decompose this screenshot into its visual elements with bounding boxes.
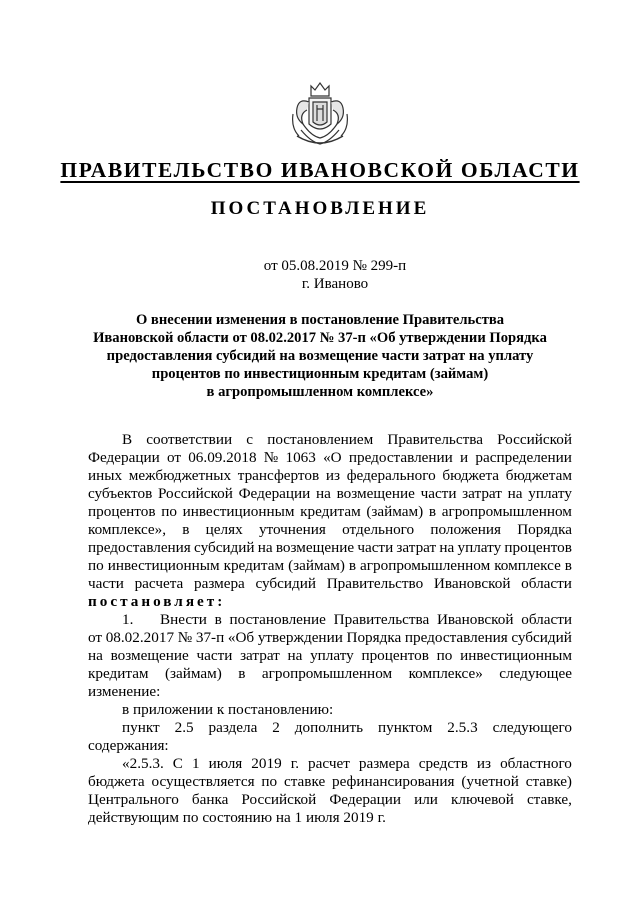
word: субсидий	[194, 539, 255, 556]
word: г.	[290, 755, 300, 772]
word: возмещение	[336, 485, 415, 502]
word: следующего	[492, 719, 572, 736]
body-line	[88, 665, 572, 683]
word: Правительство	[326, 575, 424, 592]
word: положения	[430, 521, 501, 538]
word: комплексе»,	[88, 521, 167, 538]
word: затрат	[462, 485, 502, 502]
word: в	[214, 611, 222, 628]
word: С	[172, 755, 183, 772]
word: распределении	[475, 449, 572, 466]
resolves-keyword: постановляет	[88, 593, 218, 610]
word: следующее	[499, 665, 572, 682]
word: ключевой	[450, 791, 514, 808]
resolves-colon: :	[217, 593, 226, 610]
word: межбюджетных	[128, 467, 232, 484]
word: затрат	[240, 647, 280, 664]
body-line	[88, 449, 572, 467]
word: Российской	[497, 431, 572, 448]
word: пунктом	[377, 719, 433, 736]
word: «Об	[227, 629, 255, 646]
word: ставке)	[525, 773, 572, 790]
word: ставке,	[526, 791, 572, 808]
body-line-text	[88, 575, 572, 593]
word: Российской	[157, 485, 233, 502]
word: «О	[323, 449, 342, 466]
word: в	[564, 557, 572, 574]
body-line	[88, 737, 572, 755]
word: части	[357, 539, 394, 556]
body-line-text: содержания:	[88, 737, 169, 754]
word: 37-п	[195, 629, 225, 646]
word: Правительства	[387, 431, 483, 448]
word: утверждении	[257, 629, 343, 646]
body-line-text	[88, 467, 572, 485]
body-line-text	[88, 629, 572, 647]
body-line-text	[88, 791, 572, 809]
document-subject	[0, 311, 640, 401]
word: процентов	[361, 647, 429, 664]
word: Ивановской	[436, 611, 514, 628]
word: трансфертов	[237, 467, 320, 484]
word: комплексе	[494, 557, 561, 574]
word: комплексе»	[408, 665, 483, 682]
word: субъектов	[88, 485, 153, 502]
word: осуществляется	[151, 773, 255, 790]
subject-line: О внесении изменения в постановление Правительства	[135, 312, 505, 328]
word: размера	[358, 755, 410, 772]
body-line-text	[88, 503, 572, 521]
word: целях	[205, 521, 243, 538]
word: Правительства	[333, 611, 430, 628]
word: от	[88, 629, 103, 646]
word: в	[238, 665, 246, 682]
word: дополнить	[294, 719, 364, 736]
body-line-text	[88, 773, 572, 791]
word: агропромышленном	[441, 503, 572, 520]
word: «2.5.3.	[122, 755, 164, 772]
word: области	[521, 575, 572, 592]
word: иных	[88, 467, 123, 484]
body-line	[88, 557, 572, 575]
word: (займам)	[165, 665, 222, 682]
item-number: 1.	[122, 611, 134, 628]
body-line	[88, 647, 572, 665]
word: (займам)	[288, 557, 345, 574]
word: банка	[191, 791, 229, 808]
word: из	[325, 467, 340, 484]
word: Российской	[241, 791, 317, 808]
word: предоставлении	[348, 449, 453, 466]
word: 2019	[251, 755, 282, 772]
word: 1	[191, 755, 200, 772]
body-line	[88, 575, 572, 593]
word: Порядка	[346, 629, 402, 646]
body-line	[88, 485, 572, 503]
body-line	[88, 503, 572, 521]
body-line	[88, 431, 572, 449]
word: или	[414, 791, 438, 808]
word: по	[261, 773, 278, 790]
body-line	[88, 539, 572, 557]
word: пункт	[122, 719, 160, 736]
body-line	[88, 521, 572, 539]
word: в	[428, 503, 437, 520]
body-line-text	[160, 611, 572, 629]
word: 2.5	[174, 719, 194, 736]
word: соответствии	[146, 431, 233, 448]
body-line	[88, 791, 572, 809]
word: 08.02.2017	[105, 629, 175, 646]
word: процентов	[504, 539, 572, 556]
word: в	[348, 557, 357, 574]
document-body	[88, 431, 572, 827]
ivanovo-coat-of-arms-icon	[289, 78, 351, 150]
word: Внести	[160, 611, 207, 628]
word: отдельного	[342, 521, 415, 538]
word: предоставления	[404, 629, 508, 646]
body-line	[88, 755, 572, 773]
word: на	[507, 485, 523, 502]
word: №	[177, 629, 193, 646]
body-line	[88, 809, 572, 827]
word: на	[257, 539, 273, 556]
word: кредитам	[223, 557, 285, 574]
body-line	[88, 701, 572, 719]
word: Федерации	[88, 449, 160, 466]
subject-line: в агропромышленном комплексе»	[206, 384, 434, 400]
word: размера	[193, 575, 245, 592]
word: средств	[418, 755, 468, 772]
body-line	[88, 629, 572, 647]
word: на	[439, 539, 455, 556]
body-line-text	[122, 719, 572, 737]
document-type-title: ПОСТАНОВЛЕНИЕ	[210, 198, 430, 219]
word: ставке	[283, 773, 326, 790]
word: расчет	[308, 755, 350, 772]
word: постановлением	[267, 431, 374, 448]
word: из	[476, 755, 492, 772]
word: агропромышленном	[360, 557, 491, 574]
word: кредитам	[88, 665, 149, 682]
word: расчета	[134, 575, 184, 592]
word: на	[316, 485, 331, 502]
word: части	[88, 575, 124, 592]
word: №	[263, 449, 279, 466]
word: агропромышленном	[261, 665, 393, 682]
body-line-text	[122, 755, 572, 773]
document-city: г. Иваново	[301, 276, 369, 292]
word: 06.09.2018	[188, 449, 257, 466]
subject-line: процентов по инвестиционным кредитам (займам)	[151, 366, 489, 382]
body-line-text	[122, 431, 572, 449]
word: процентов	[88, 503, 156, 520]
body-line-text	[88, 557, 572, 575]
word: Центрального	[88, 791, 179, 808]
body-line	[88, 467, 572, 485]
word: уплату	[457, 539, 502, 556]
body-line-text: в приложении к постановлению:	[122, 701, 334, 718]
word: В	[122, 431, 133, 448]
word: по	[161, 503, 177, 520]
word: бюджета	[88, 773, 145, 790]
word: инвестиционным	[460, 647, 572, 664]
word: уплату	[310, 647, 354, 664]
word: 2	[272, 719, 280, 736]
word: постановление	[229, 611, 326, 628]
government-title: ПРАВИТЕЛЬСТВО ИВАНОВСКОЙ ОБЛАСТИ	[60, 158, 580, 182]
word: бюджетам	[505, 467, 572, 484]
word: субсидий	[511, 629, 572, 646]
word: инвестиционным	[182, 503, 295, 520]
body-line-text	[88, 485, 572, 503]
word: по	[436, 647, 453, 664]
word: 2.5.3	[447, 719, 478, 736]
subject-line: Ивановской области от 08.02.2017 № 37-п «Об утверждении Порядка	[93, 330, 547, 346]
word: с	[246, 431, 254, 448]
word: в	[182, 521, 190, 538]
word: уточнения	[258, 521, 326, 538]
word: на	[287, 647, 303, 664]
word: инвестиционным	[107, 557, 220, 574]
word: от	[166, 449, 181, 466]
body-line-text	[88, 647, 572, 665]
body-line-text	[88, 665, 572, 683]
word: части	[196, 647, 233, 664]
word: по	[88, 557, 104, 574]
body-line	[88, 593, 572, 611]
body-line-text	[88, 539, 572, 557]
word: рефинансирования	[332, 773, 455, 790]
word: предоставления	[88, 539, 191, 556]
body-line-text	[88, 521, 572, 539]
word: областного	[500, 755, 572, 772]
word: части	[420, 485, 457, 502]
word: затрат	[396, 539, 437, 556]
body-line	[88, 611, 572, 629]
word: Порядка	[517, 521, 572, 538]
word: возмещение	[110, 647, 189, 664]
word: Ивановской	[433, 575, 511, 592]
word: федерального	[346, 467, 436, 484]
body-line	[88, 773, 572, 791]
word: на	[88, 647, 103, 664]
word: Федерации	[329, 791, 402, 808]
word: Федерации	[238, 485, 311, 502]
body-line-text	[88, 449, 572, 467]
body-line	[88, 719, 572, 737]
word: июля	[208, 755, 243, 772]
word: и	[460, 449, 469, 466]
word: субсидий	[255, 575, 316, 592]
word: возмещение	[275, 539, 355, 556]
word: бюджета	[442, 467, 500, 484]
word: кредитам	[300, 503, 361, 520]
word: 1063	[285, 449, 316, 466]
word: раздела	[208, 719, 258, 736]
body-line	[88, 683, 572, 701]
word: (учетной	[461, 773, 519, 790]
body-line-text: действующим по состоянию на 1 июля 2019 г.	[88, 809, 386, 826]
document-date-number: от 05.08.2019 № 299-п	[263, 258, 407, 274]
word: области	[521, 611, 572, 628]
word: (займам)	[366, 503, 424, 520]
subject-line: предоставления субсидий на возмещение части затрат на уплату	[106, 348, 534, 364]
word: уплату	[528, 485, 572, 502]
body-line-text: изменение:	[88, 683, 161, 700]
